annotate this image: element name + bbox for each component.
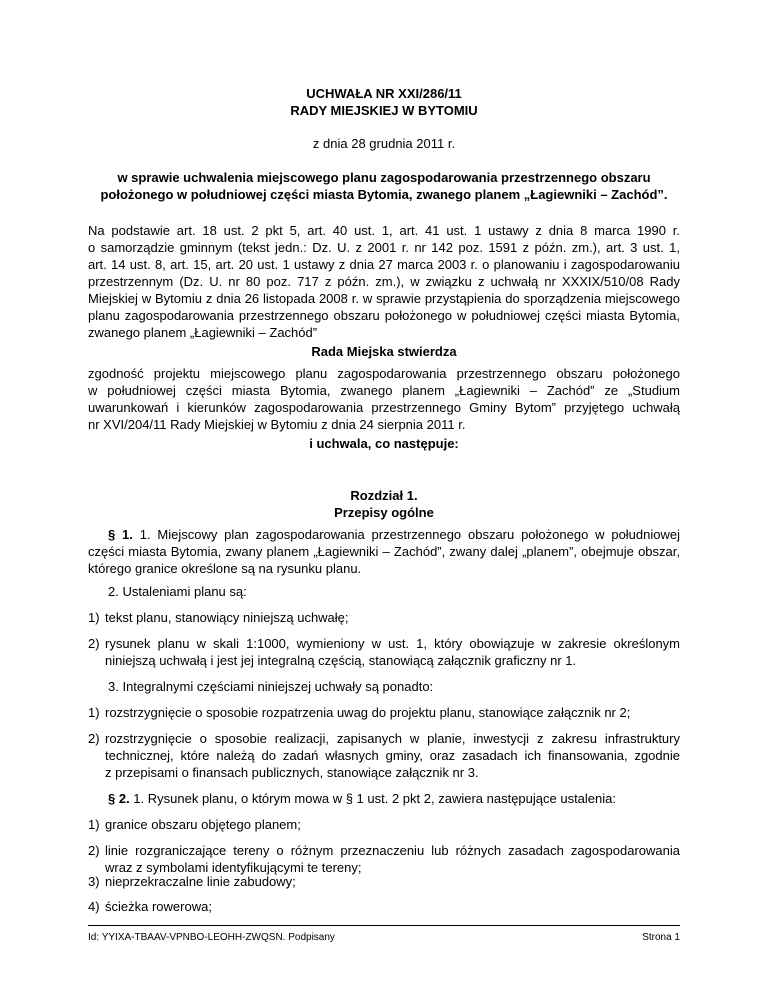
text-line: niniejszą uchwałą i jest jej integralną częścią, stanowiącą załącznik graficzny nr 1. xyxy=(105,653,577,668)
text-line xyxy=(108,790,680,807)
text-line: zwanego planem „Łagiewniki – Zachód” xyxy=(88,325,318,340)
list-number: 4) xyxy=(88,899,100,914)
text-line: z przepisami o finansach publicznych, stanowiące załącznik nr 3. xyxy=(105,765,479,780)
text-line: którego granice określone są na rysunku planu. xyxy=(88,561,362,576)
list-number: 2) xyxy=(88,731,100,746)
text-line: granice obszaru objętego planem; xyxy=(105,817,301,832)
text-line: o samorządzie gminnym (tekst jedn.: Dz. U. z 2001 r. nr 142 poz. 1591 z późn. zm.), art. 3 ust. 1, xyxy=(88,240,680,255)
text-line: nieprzekraczalne linie zabudowy; xyxy=(105,874,296,889)
text-run: 1. Rysunek planu, o którym mowa w § 1 ust. 2 pkt 2, zawiera następujące ustalenia: xyxy=(129,791,616,806)
section-mark: § 1. xyxy=(108,527,133,542)
text-line: Miejskiej w Bytomiu z dnia 26 listopada 2008 r. w sprawie przystąpienia do sporządzenia miejscowego xyxy=(88,291,680,306)
text-line: tekst planu, stanowiący niniejszą uchwałę; xyxy=(105,610,349,625)
paragraph-1 xyxy=(88,526,680,577)
resolves-heading: i uchwala, co następuje: xyxy=(309,436,459,451)
compliance-paragraph xyxy=(88,365,680,433)
text-line: 2. Ustaleniami planu są: xyxy=(108,584,247,599)
council-name: RADY MIEJSKIEJ W BYTOMIU xyxy=(290,103,478,118)
text-line: Na podstawie art. 18 ust. 2 pkt 5, art. 40 ust. 1, art. 41 ust. 1 ustawy z dnia 8 marca 1990 r. xyxy=(88,223,680,238)
list-number: 1) xyxy=(88,817,100,832)
text-line: linie rozgraniczające tereny o różnym przeznaczeniu lub różnych zasadach zagospodarowania xyxy=(105,843,680,858)
resolution-date: z dnia 28 grudnia 2011 r. xyxy=(312,136,456,151)
text-line: 3. Integralnymi częściami niniejszej uchwały są ponadto: xyxy=(108,679,434,694)
subsection-2-intro xyxy=(108,583,680,600)
text-line: art. 14 ust. 8, art. 15, art. 20 ust. 1 ustawy z dnia 27 marca 2003 r. o planowaniu i zagospodarowaniu xyxy=(88,257,680,272)
text-line: zgodność projektu miejscowego planu zagospodarowania przestrzennego obszaru położonego xyxy=(88,366,680,381)
text-line: wraz z symbolami identyfikującymi te tereny; xyxy=(105,860,362,875)
text-line: uwarunkowań i kierunków zagospodarowania przestrzennego Gminy Bytom” przyjętego uchwałą xyxy=(88,400,680,415)
preamble-paragraph xyxy=(88,222,680,341)
text-line: rozstrzygnięcie o sposobie rozpatrzenia uwag do projektu planu, stanowiące załącznik nr 2; xyxy=(105,705,631,720)
resolution-title: UCHWAŁA NR XXI/286/11 xyxy=(306,86,462,101)
text-line: części miasta Bytomia, zwany planem „Łagiewniki – Zachód”, zwany dalej „planem”, obejmuje obszar, xyxy=(88,544,680,559)
list-number: 1) xyxy=(88,705,100,720)
footer-divider xyxy=(88,925,680,926)
list-number: 2) xyxy=(88,843,100,858)
page-number: Strona 1 xyxy=(642,932,680,943)
council-states-heading: Rada Miejska stwierdza xyxy=(311,344,457,359)
subsection-3-intro xyxy=(108,678,680,695)
text-line: ścieżka rowerowa; xyxy=(105,899,212,914)
text-line: planu zagospodarowania przestrzennego obszaru położonego w południowej części miasta Bytomia, xyxy=(88,308,680,323)
list-number: 2) xyxy=(88,636,100,651)
subject-line-2: położonego w południowej części miasta Bytomia, zwanego planem „Łagiewniki – Zachód”. xyxy=(100,187,668,202)
section-mark: § 2. xyxy=(108,791,130,806)
text-line: przestrzennym (Dz. U. nr 80 poz. 717 z późn. zm.), w związku z uchwałą nr XXXIX/510/08 Rady xyxy=(88,274,680,289)
text-line: technicznej, które należą do zadań własnych gminy, oraz zasadach ich finansowania, zgodnie xyxy=(105,748,680,763)
paragraph-2-intro xyxy=(108,790,680,807)
text-line: rozstrzygnięcie o sposobie realizacji, zapisanych w planie, inwestycji z zakresu infrastruktury xyxy=(105,731,680,746)
text-line xyxy=(88,526,680,543)
list-number: 3) xyxy=(88,874,100,889)
chapter-title: Przepisy ogólne xyxy=(334,505,434,520)
chapter-number: Rozdział 1. xyxy=(350,488,418,503)
text-run: 1. Miejscowy plan zagospodarowania przestrzennego obszaru położonego w południowej xyxy=(132,527,680,542)
document-id: Id: YYIXA-TBAAV-VPNBO-LEOHH-ZWQSN. Podpisany xyxy=(88,932,335,943)
list-number: 1) xyxy=(88,610,100,625)
text-line: nr XVI/204/11 Rady Miejskiej w Bytomiu z dnia 24 sierpnia 2011 r. xyxy=(88,417,466,432)
text-line: w południowej części miasta Bytomia, zwanego planem „Łagiewniki – Zachód” ze „Studium xyxy=(88,383,680,398)
text-line: rysunek planu w skali 1:1000, wymieniony w ust. 1, który obowiązuje w zakresie określonym xyxy=(105,636,680,651)
subject-line-1: w sprawie uchwalenia miejscowego planu zagospodarowania przestrzennego obszaru xyxy=(117,170,651,185)
